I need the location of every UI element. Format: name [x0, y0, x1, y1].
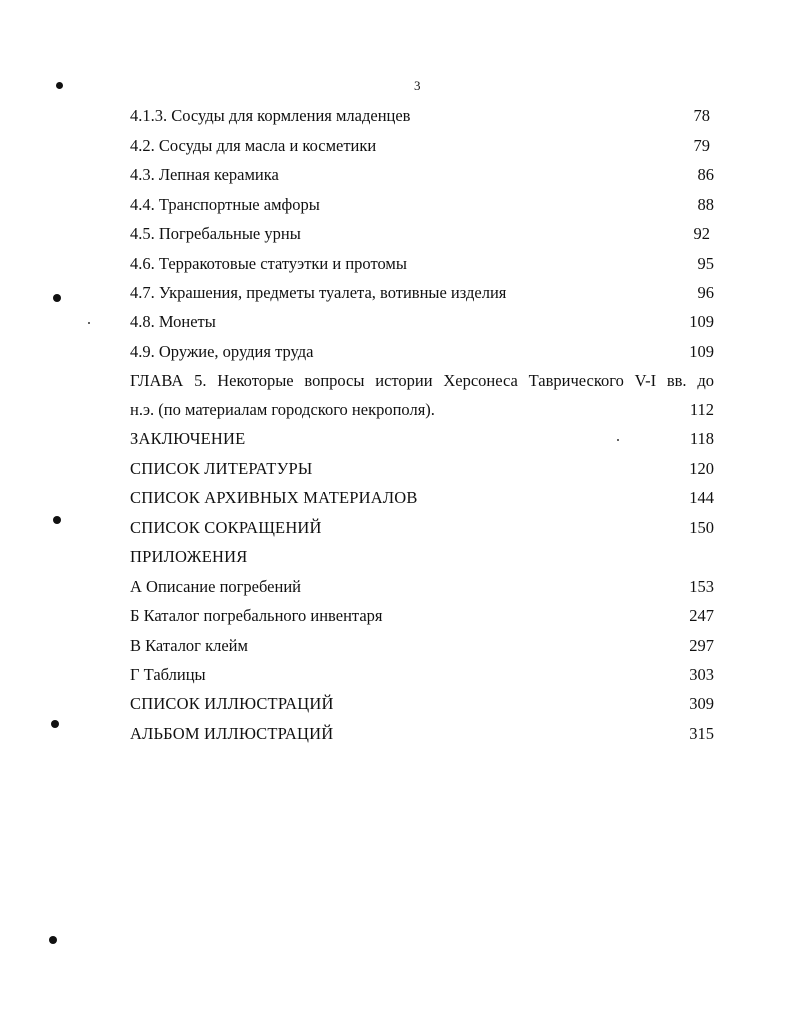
- appendix-page: 247: [689, 606, 714, 625]
- toc-entry: [130, 134, 714, 158]
- appendix-page: 303: [689, 665, 714, 684]
- toc-section-page: 118: [689, 429, 714, 448]
- toc-entry-title: 4.9. Оружие, орудия труда: [130, 342, 314, 361]
- toc-entry-page: 109: [689, 312, 714, 331]
- toc-entry-title: 4.4. Транспортные амфоры: [130, 195, 320, 214]
- toc-entry: [130, 281, 714, 305]
- binder-hole-mark: [51, 720, 59, 728]
- toc-entry-title: 4.6. Терракотовые статуэтки и протомы: [130, 254, 407, 273]
- toc-entry-title: 4.3. Лепная керамика: [130, 165, 279, 184]
- toc-entry: [130, 340, 714, 364]
- toc-entry-page: 88: [697, 195, 714, 214]
- toc-entry-page: 92: [693, 224, 710, 243]
- appendix-entry: [130, 604, 714, 628]
- toc-entry-page: 95: [697, 254, 714, 273]
- toc-entry: [130, 193, 714, 217]
- toc-section: [130, 692, 714, 716]
- toc-entry-page: 86: [697, 165, 714, 184]
- scan-speck: [617, 439, 619, 441]
- toc-section-title: ПРИЛОЖЕНИЯ: [130, 547, 248, 566]
- binder-hole-mark: [56, 82, 63, 89]
- toc-section: [130, 722, 714, 746]
- toc-section-page: 150: [689, 518, 714, 537]
- toc-entry-title: 4.5. Погребальные урны: [130, 224, 301, 243]
- toc-section-title: ЗАКЛЮЧЕНИЕ: [130, 429, 246, 448]
- toc-entry-page: 109: [689, 342, 714, 361]
- toc-entry: [130, 222, 714, 246]
- chapter-5-title-line1: ГЛАВА 5. Некоторые вопросы истории Херсонеса Таврического V-I вв. до: [130, 371, 714, 390]
- toc-section: [130, 427, 714, 451]
- toc-section: [130, 486, 714, 510]
- appendix-title: Г Таблицы: [130, 665, 206, 684]
- toc-section: [130, 516, 714, 540]
- binder-hole-mark: [53, 516, 61, 524]
- toc-section-title: СПИСОК ЛИТЕРАТУРЫ: [130, 459, 313, 478]
- appendix-page: 297: [689, 636, 714, 655]
- toc-entry: [130, 104, 714, 128]
- toc-entry-title: 4.7. Украшения, предметы туалета, вотивные изделия: [130, 283, 507, 302]
- toc-section-title: СПИСОК АРХИВНЫХ МАТЕРИАЛОВ: [130, 488, 418, 507]
- toc-entry: [130, 310, 714, 334]
- chapter-5-entry: [130, 398, 714, 422]
- toc-entry: [130, 252, 714, 276]
- appendix-page: 153: [689, 577, 714, 596]
- toc-section-title: СПИСОК ИЛЛЮСТРАЦИЙ: [130, 694, 334, 713]
- toc-entry-page: 96: [697, 283, 714, 302]
- appendix-entry: [130, 575, 714, 599]
- binder-hole-mark: [53, 294, 61, 302]
- scan-speck: [88, 322, 90, 324]
- toc-entry-page: 78: [693, 106, 710, 125]
- appendix-entry: [130, 634, 714, 658]
- toc-entry-title: 4.8. Монеты: [130, 312, 216, 331]
- toc-section-page: 120: [689, 459, 714, 478]
- toc-section-title: СПИСОК СОКРАЩЕНИЙ: [130, 518, 322, 537]
- toc-section-title: АЛЬБОМ ИЛЛЮСТРАЦИЙ: [130, 724, 334, 743]
- appendix-title: В Каталог клейм: [130, 636, 248, 655]
- toc-entry: [130, 163, 714, 187]
- toc-section-page: 144: [689, 488, 714, 507]
- toc-entry-page: 79: [693, 136, 710, 155]
- page-number: 3: [414, 78, 421, 93]
- toc-section: [130, 457, 714, 481]
- appendix-entry: [130, 663, 714, 687]
- toc-entry-title: 4.2. Сосуды для масла и косметики: [130, 136, 377, 155]
- toc-entry-title: 4.1.3. Сосуды для кормления младенцев: [130, 106, 411, 125]
- chapter-5-page: 112: [689, 400, 714, 419]
- toc-section-page: 315: [689, 724, 714, 743]
- chapter-5-title-line2: н.э. (по материалам городского некрополя).: [130, 400, 435, 419]
- toc-section: [130, 545, 714, 569]
- appendix-title: Б Каталог погребального инвентаря: [130, 606, 383, 625]
- appendix-title: А Описание погребений: [130, 577, 301, 596]
- binder-hole-mark: [49, 936, 57, 944]
- toc-section-page: 309: [689, 694, 714, 713]
